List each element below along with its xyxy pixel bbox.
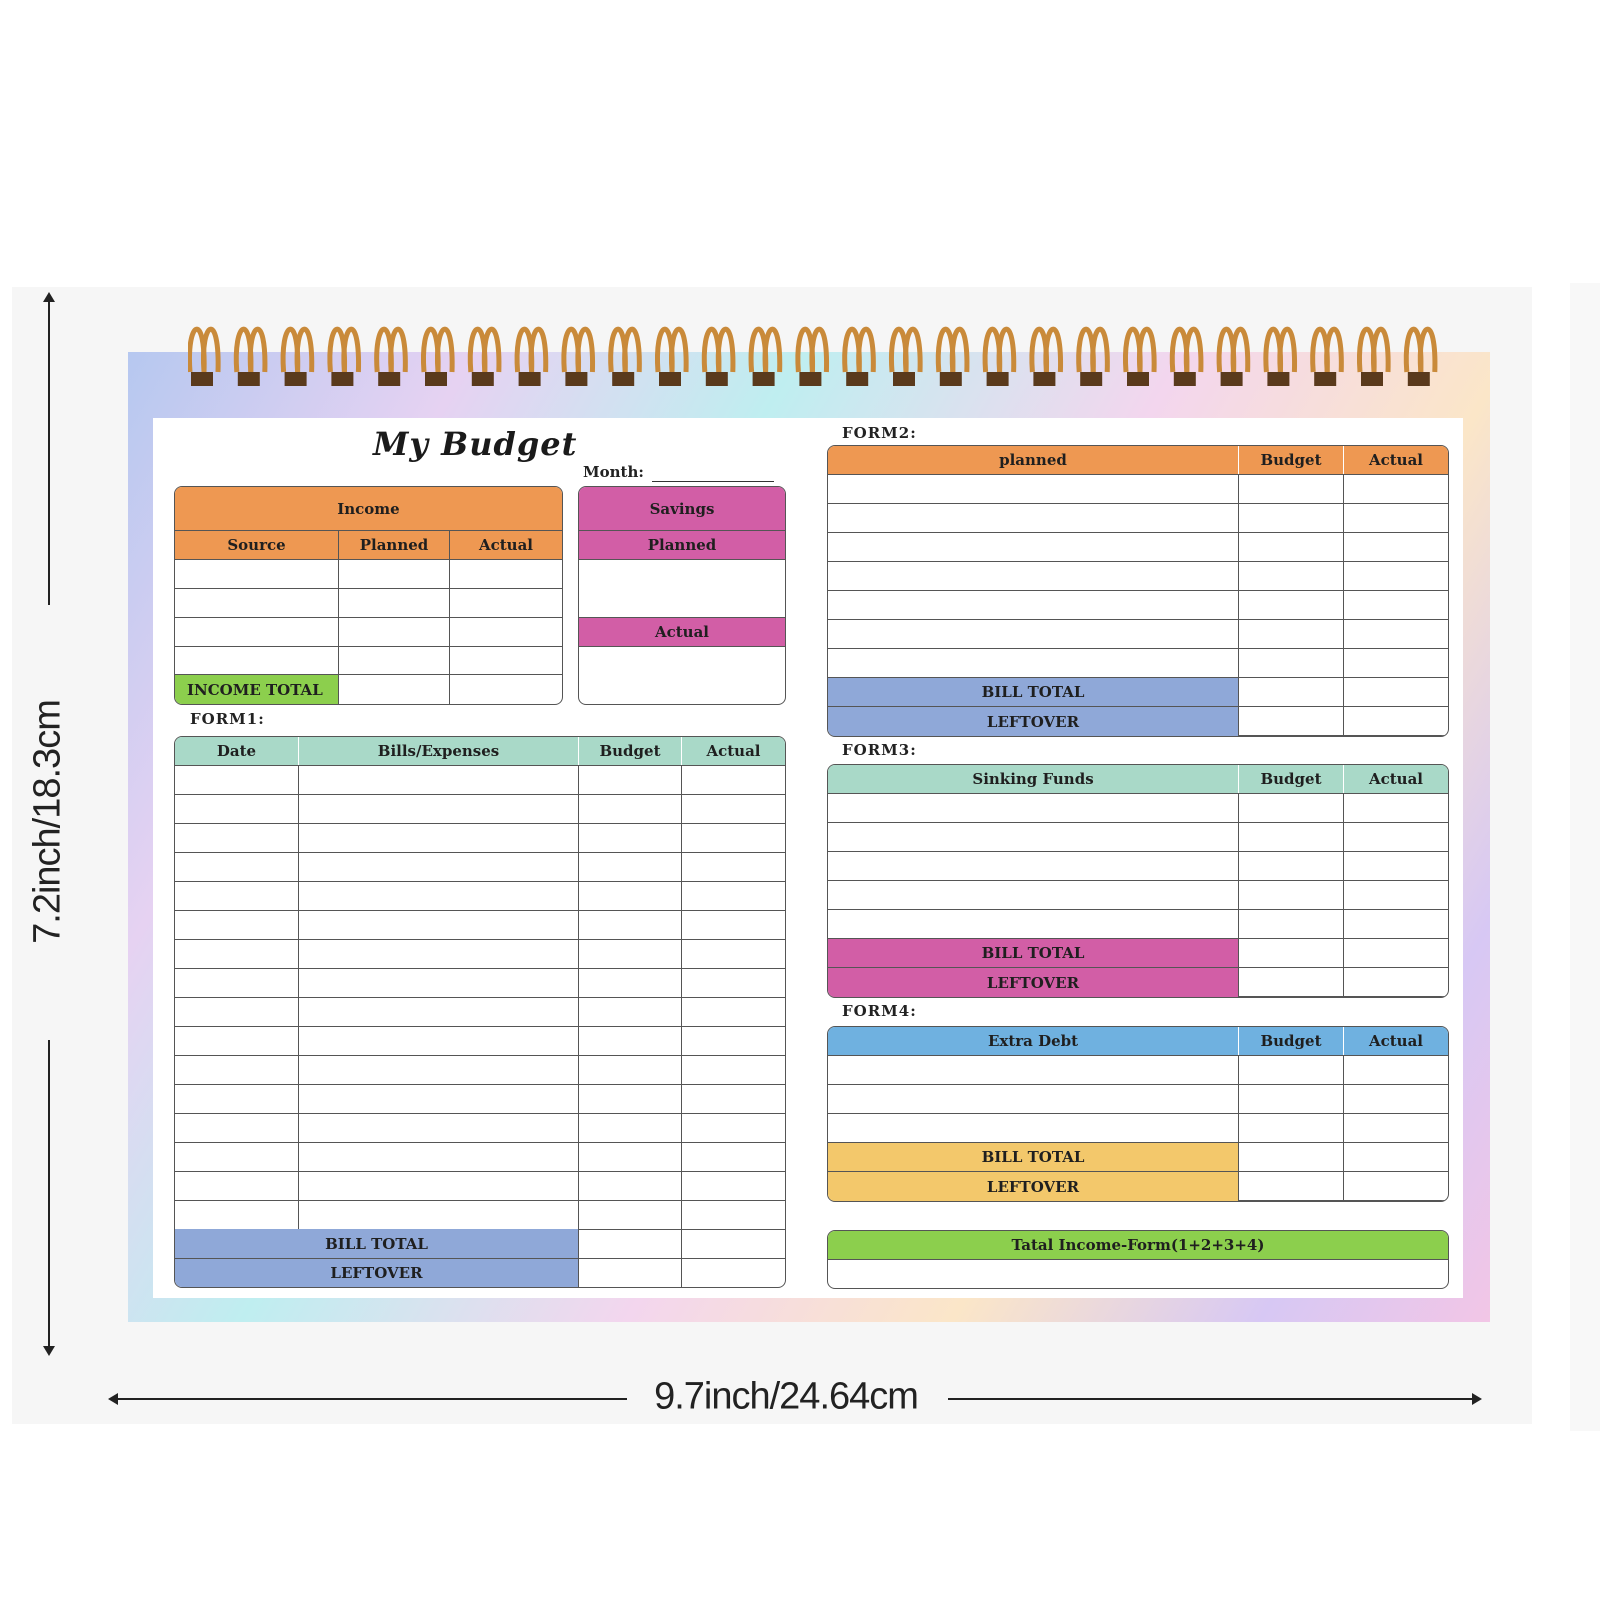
spiral-coil bbox=[283, 329, 312, 386]
form1-col-actual: Actual bbox=[682, 737, 785, 765]
table-row-line bbox=[828, 822, 1448, 823]
table-row-line bbox=[828, 474, 1448, 475]
form4-label: FORM4: bbox=[842, 1002, 917, 1020]
table-row-line bbox=[175, 1287, 785, 1288]
table-row-line bbox=[828, 793, 1448, 794]
table-row-line bbox=[175, 968, 785, 969]
form2-table bbox=[827, 445, 1449, 737]
savings-planned-label: Planned bbox=[579, 531, 785, 559]
form4-bill-total: BILL TOTAL bbox=[828, 1143, 1238, 1171]
table-row-line bbox=[175, 823, 785, 824]
table-row-line bbox=[175, 939, 785, 940]
form3-label: FORM3: bbox=[842, 741, 917, 759]
table-row-line bbox=[175, 997, 785, 998]
spiral-coil bbox=[845, 329, 874, 386]
table-row-line bbox=[828, 851, 1448, 852]
spiral-coil bbox=[189, 329, 218, 386]
table-row-line bbox=[828, 561, 1448, 562]
income-col-source: Source bbox=[175, 531, 338, 559]
spiral-coil bbox=[1266, 329, 1295, 386]
table-column-line bbox=[1238, 474, 1239, 736]
spiral-coil bbox=[1125, 329, 1154, 386]
form4-table bbox=[827, 1026, 1449, 1202]
income-table bbox=[174, 486, 563, 705]
income-col-actual: Actual bbox=[450, 531, 562, 559]
spiral-coil bbox=[470, 329, 499, 386]
form1-leftover: LEFTOVER bbox=[175, 1259, 578, 1287]
table-row-line bbox=[175, 1142, 785, 1143]
total-income-table bbox=[827, 1230, 1449, 1289]
spiral-coil bbox=[611, 329, 640, 386]
page-title: My Budget bbox=[373, 425, 578, 463]
form2-col-actual: Actual bbox=[1344, 446, 1448, 474]
spiral-coil bbox=[938, 329, 967, 386]
table-row-line bbox=[175, 1113, 785, 1114]
table-row-line bbox=[175, 910, 785, 911]
table-row-line bbox=[175, 881, 785, 882]
dimension-arrow-down bbox=[43, 1346, 55, 1356]
spiral-coil bbox=[1079, 329, 1108, 386]
income-total-label: INCOME TOTAL bbox=[175, 675, 338, 704]
table-row-line bbox=[175, 1026, 785, 1027]
spiral-coil bbox=[751, 329, 780, 386]
form4-col-extra-debt: Extra Debt bbox=[828, 1027, 1238, 1055]
table-row-line bbox=[828, 880, 1448, 881]
table-column-line bbox=[1343, 474, 1344, 736]
table-column-line bbox=[1343, 1055, 1344, 1201]
form2-label: FORM2: bbox=[842, 424, 917, 442]
total-income-label: Tatal Income-Form(1+2+3+4) bbox=[828, 1231, 1448, 1259]
spiral-coil bbox=[985, 329, 1014, 386]
spiral-coil bbox=[798, 329, 827, 386]
table-row-line bbox=[175, 1055, 785, 1056]
spiral-coil bbox=[423, 329, 452, 386]
height-dimension-label: 7.2inch/18.3cm bbox=[26, 700, 69, 944]
table-row-line bbox=[175, 794, 785, 795]
spiral-coil bbox=[1313, 329, 1342, 386]
table-row-line bbox=[175, 1171, 785, 1172]
form2-col-budget: Budget bbox=[1239, 446, 1343, 474]
spiral-coil bbox=[1406, 329, 1435, 386]
form1-col-bills: Bills/Expenses bbox=[299, 737, 578, 765]
form2-leftover: LEFTOVER bbox=[828, 707, 1238, 736]
spiral-coil bbox=[1032, 329, 1061, 386]
savings-table bbox=[578, 486, 786, 705]
width-dimension-line-left bbox=[115, 1398, 627, 1400]
form3-leftover: LEFTOVER bbox=[828, 968, 1238, 997]
table-row-line bbox=[175, 765, 785, 766]
form3-col-budget: Budget bbox=[1239, 765, 1343, 793]
table-row-line bbox=[828, 1113, 1448, 1114]
table-row-line bbox=[828, 590, 1448, 591]
table-row-line bbox=[828, 503, 1448, 504]
table-row-line bbox=[828, 1084, 1448, 1085]
table-row-line bbox=[175, 852, 785, 853]
spiral-coil bbox=[330, 329, 359, 386]
spiral-coil bbox=[704, 329, 733, 386]
width-dimension-line-right bbox=[948, 1398, 1474, 1400]
table-row-line bbox=[828, 532, 1448, 533]
income-title: Income bbox=[175, 487, 562, 530]
table-row-line bbox=[828, 909, 1448, 910]
form3-col-actual: Actual bbox=[1344, 765, 1448, 793]
form1-bill-total: BILL TOTAL bbox=[175, 1229, 578, 1258]
height-dimension-line-top bbox=[48, 300, 50, 605]
form3-bill-total: BILL TOTAL bbox=[828, 939, 1238, 967]
spiral-coil bbox=[1172, 329, 1201, 386]
spiral-coil bbox=[236, 329, 265, 386]
income-col-planned: Planned bbox=[339, 531, 449, 559]
table-column-line bbox=[1238, 1055, 1239, 1201]
table-row-line bbox=[828, 619, 1448, 620]
savings-title: Savings bbox=[579, 487, 785, 530]
table-row-line bbox=[175, 1084, 785, 1085]
form4-col-actual: Actual bbox=[1344, 1027, 1448, 1055]
form2-col-planned: planned bbox=[828, 446, 1238, 474]
savings-actual-label: Actual bbox=[579, 618, 785, 646]
spiral-coil bbox=[657, 329, 686, 386]
month-field[interactable] bbox=[652, 481, 774, 482]
table-row-line bbox=[175, 1200, 785, 1201]
width-dimension-label: 9.7inch/24.64cm bbox=[654, 1375, 918, 1418]
height-dimension-line-bottom bbox=[48, 1040, 50, 1350]
form3-table bbox=[827, 764, 1449, 998]
spiral-coil bbox=[891, 329, 920, 386]
dimension-arrow-right bbox=[1472, 1393, 1482, 1405]
spiral-coil bbox=[377, 329, 406, 386]
side-strip bbox=[1570, 283, 1600, 1431]
table-row-line bbox=[828, 648, 1448, 649]
form4-leftover: LEFTOVER bbox=[828, 1172, 1238, 1201]
form2-bill-total: BILL TOTAL bbox=[828, 678, 1238, 706]
form1-label: FORM1: bbox=[190, 710, 265, 728]
form4-col-budget: Budget bbox=[1239, 1027, 1343, 1055]
spiral-coil bbox=[1359, 329, 1388, 386]
spiral-coil bbox=[564, 329, 593, 386]
form1-col-date: Date bbox=[175, 737, 298, 765]
table-row-line bbox=[828, 1055, 1448, 1056]
spiral-coil bbox=[517, 329, 546, 386]
form3-col-sinking-funds: Sinking Funds bbox=[828, 765, 1238, 793]
form1-col-budget: Budget bbox=[579, 737, 681, 765]
spiral-binding bbox=[188, 310, 1450, 392]
spiral-coil bbox=[1219, 329, 1248, 386]
month-label: Month: bbox=[583, 463, 644, 481]
form1-table bbox=[174, 736, 786, 1288]
